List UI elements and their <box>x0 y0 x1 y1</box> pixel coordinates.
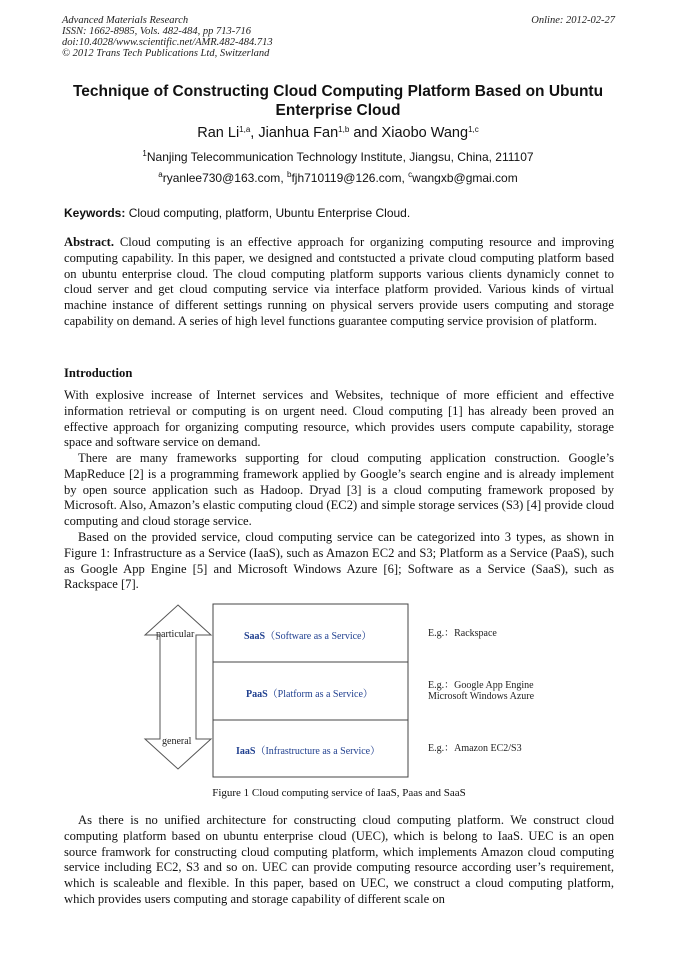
section-heading-introduction: Introduction <box>64 366 133 380</box>
author-separator: , <box>250 125 259 141</box>
layer-full: （Platform as a Service） <box>267 689 373 700</box>
author-and: and <box>349 125 382 141</box>
author-name: Ran Li <box>197 125 240 141</box>
email-sup: b <box>286 170 292 179</box>
doi-line: doi:10.4028/www.scientific.net/AMR.482-484.713 <box>62 37 273 48</box>
layer-abbr: PaaS <box>246 689 268 700</box>
email-address: ryanlee730@163.com <box>162 171 281 185</box>
abstract-text: Cloud computing is an effective approach for organizing computing resource and improving computing capability. In this paper, we designed and contstucted a private cloud computing platform based on ubuntu enterprise cloud. The cloud computing platform supports various clients dynamicly connet to cloud server and get cloud computing service via interface platform provided. Various kinds of virtual machine instance of different settings running on physical servers provide users computing and storage capability on demand. A series of high level functions guarantee computing service provision of platform. <box>64 235 615 328</box>
intro-paragraph-1: With explosive increase of Internet services and Websites, technique of more efficient and effective information retrieval or computing is on urgent need. Cloud computing [1] has already been proved an effective approach for organizing computing resource, which provides users compute capability, storage space and software service on demand. <box>64 388 614 450</box>
example-iaas: E.g.：Amazon EC2/S3 <box>428 743 522 754</box>
author-name: Jianhua Fan <box>258 125 339 141</box>
arrow-label-bottom: general <box>162 736 192 747</box>
layer-label-paas <box>246 685 373 700</box>
example-line: Microsoft Windows Azure <box>428 691 535 702</box>
arrow-label-top: particular <box>156 629 195 640</box>
email-address: fjh710119@126.com <box>291 171 402 185</box>
figure-caption: Figure 1 Cloud computing service of IaaS, Paas and SaaS <box>212 787 466 799</box>
email-sup: a <box>158 170 163 179</box>
author-sup: 1,b <box>338 125 350 134</box>
layer-full: （Infrastructure as a Service） <box>255 746 381 757</box>
layer-abbr: IaaS <box>236 746 256 757</box>
affiliation-sup: 1 <box>142 149 147 158</box>
online-date: Online: 2012-02-27 <box>531 15 615 26</box>
author-sup: 1,c <box>468 125 479 134</box>
journal-header <box>62 15 273 59</box>
affiliation-text: Nanjing Telecommunication Technology Institute, Jiangsu, China, 211107 <box>146 150 534 164</box>
email-list: $^a$ryanlee730@163.com, $^b$fjh710119@126.com, $^c$wangxb@gmai.com <box>158 170 518 185</box>
email-address: wangxb@gmai.com <box>412 171 518 185</box>
example-paas <box>428 680 538 702</box>
keywords <box>64 206 614 221</box>
abstract-label: Abstract. <box>64 235 115 249</box>
author-list <box>62 124 614 142</box>
keywords-label: Keywords: <box>64 206 126 220</box>
intro-paragraph-4: As there is no unified architecture for constructing cloud computing platform. We construct cloud computing platform based on ubuntu enterprise cloud (UEC), which is belong to IaaS. UEC is an open source framwork for constructing cloud computing platform, which implements Amazon cloud computing service including EC2, S3 and so on. UEC can provide computing resource according user’s requirement, which is scaleable and flexible. In this paper, based on UEC, we construct a cloud computing platform, which provides users computing and storage capability of different scale on <box>64 813 614 906</box>
paper-title: Technique of Constructing Cloud Computing Platform Based on Ubuntu Enterprise Cloud <box>72 83 604 119</box>
abstract <box>64 235 614 330</box>
author-sup: 1,a <box>239 125 251 134</box>
layer-abbr: SaaS <box>244 631 266 642</box>
journal-name: Advanced Materials Research <box>62 15 189 26</box>
layer-label-iaas <box>236 742 380 757</box>
keywords-text: Cloud computing, platform, Ubuntu Enterprise Cloud. <box>128 206 411 220</box>
issn-line: ISSN: 1662-8985, Vols. 482-484, pp 713-716 <box>62 26 251 37</box>
intro-paragraph-2: There are many frameworks supporting for cloud computing application construction. Google’s MapReduce [2] is a programming framework applied by Google’s search engine and is already implement by open source application such as Hadoop. Dryad [3] is a cloud computing framework proposed by Microsoft. Also, Amazon’s elastic computing cloud (EC2) and simple storage services (S3) [4] provide cloud computing and cloud storage service. <box>64 451 614 529</box>
layer-label-saas <box>244 627 371 642</box>
intro-paragraph-3: Based on the provided service, cloud computing service can be categorized into 3 types, as shown in Figure 1: Infrastructure as a Service (IaaS), such as Amazon EC2 and S3; Platform as a Service (PaaS), such as Google App Engine [5] and Microsoft Windows Azure [6]; Software as a Service (SaaS), such as Rackspace [7]. <box>64 530 614 592</box>
example-saas: E.g.：Rackspace <box>428 628 497 639</box>
author-name: Xiaobo Wang <box>381 125 469 141</box>
affiliation <box>62 150 614 165</box>
copyright-line: © 2012 Trans Tech Publications Ltd, Switzerland <box>62 48 270 59</box>
figure-1 <box>140 602 560 780</box>
example-line: E.g.：Google App Engine <box>428 680 534 691</box>
layer-full: （Software as a Service） <box>265 631 372 642</box>
email-sup: c <box>408 170 413 179</box>
